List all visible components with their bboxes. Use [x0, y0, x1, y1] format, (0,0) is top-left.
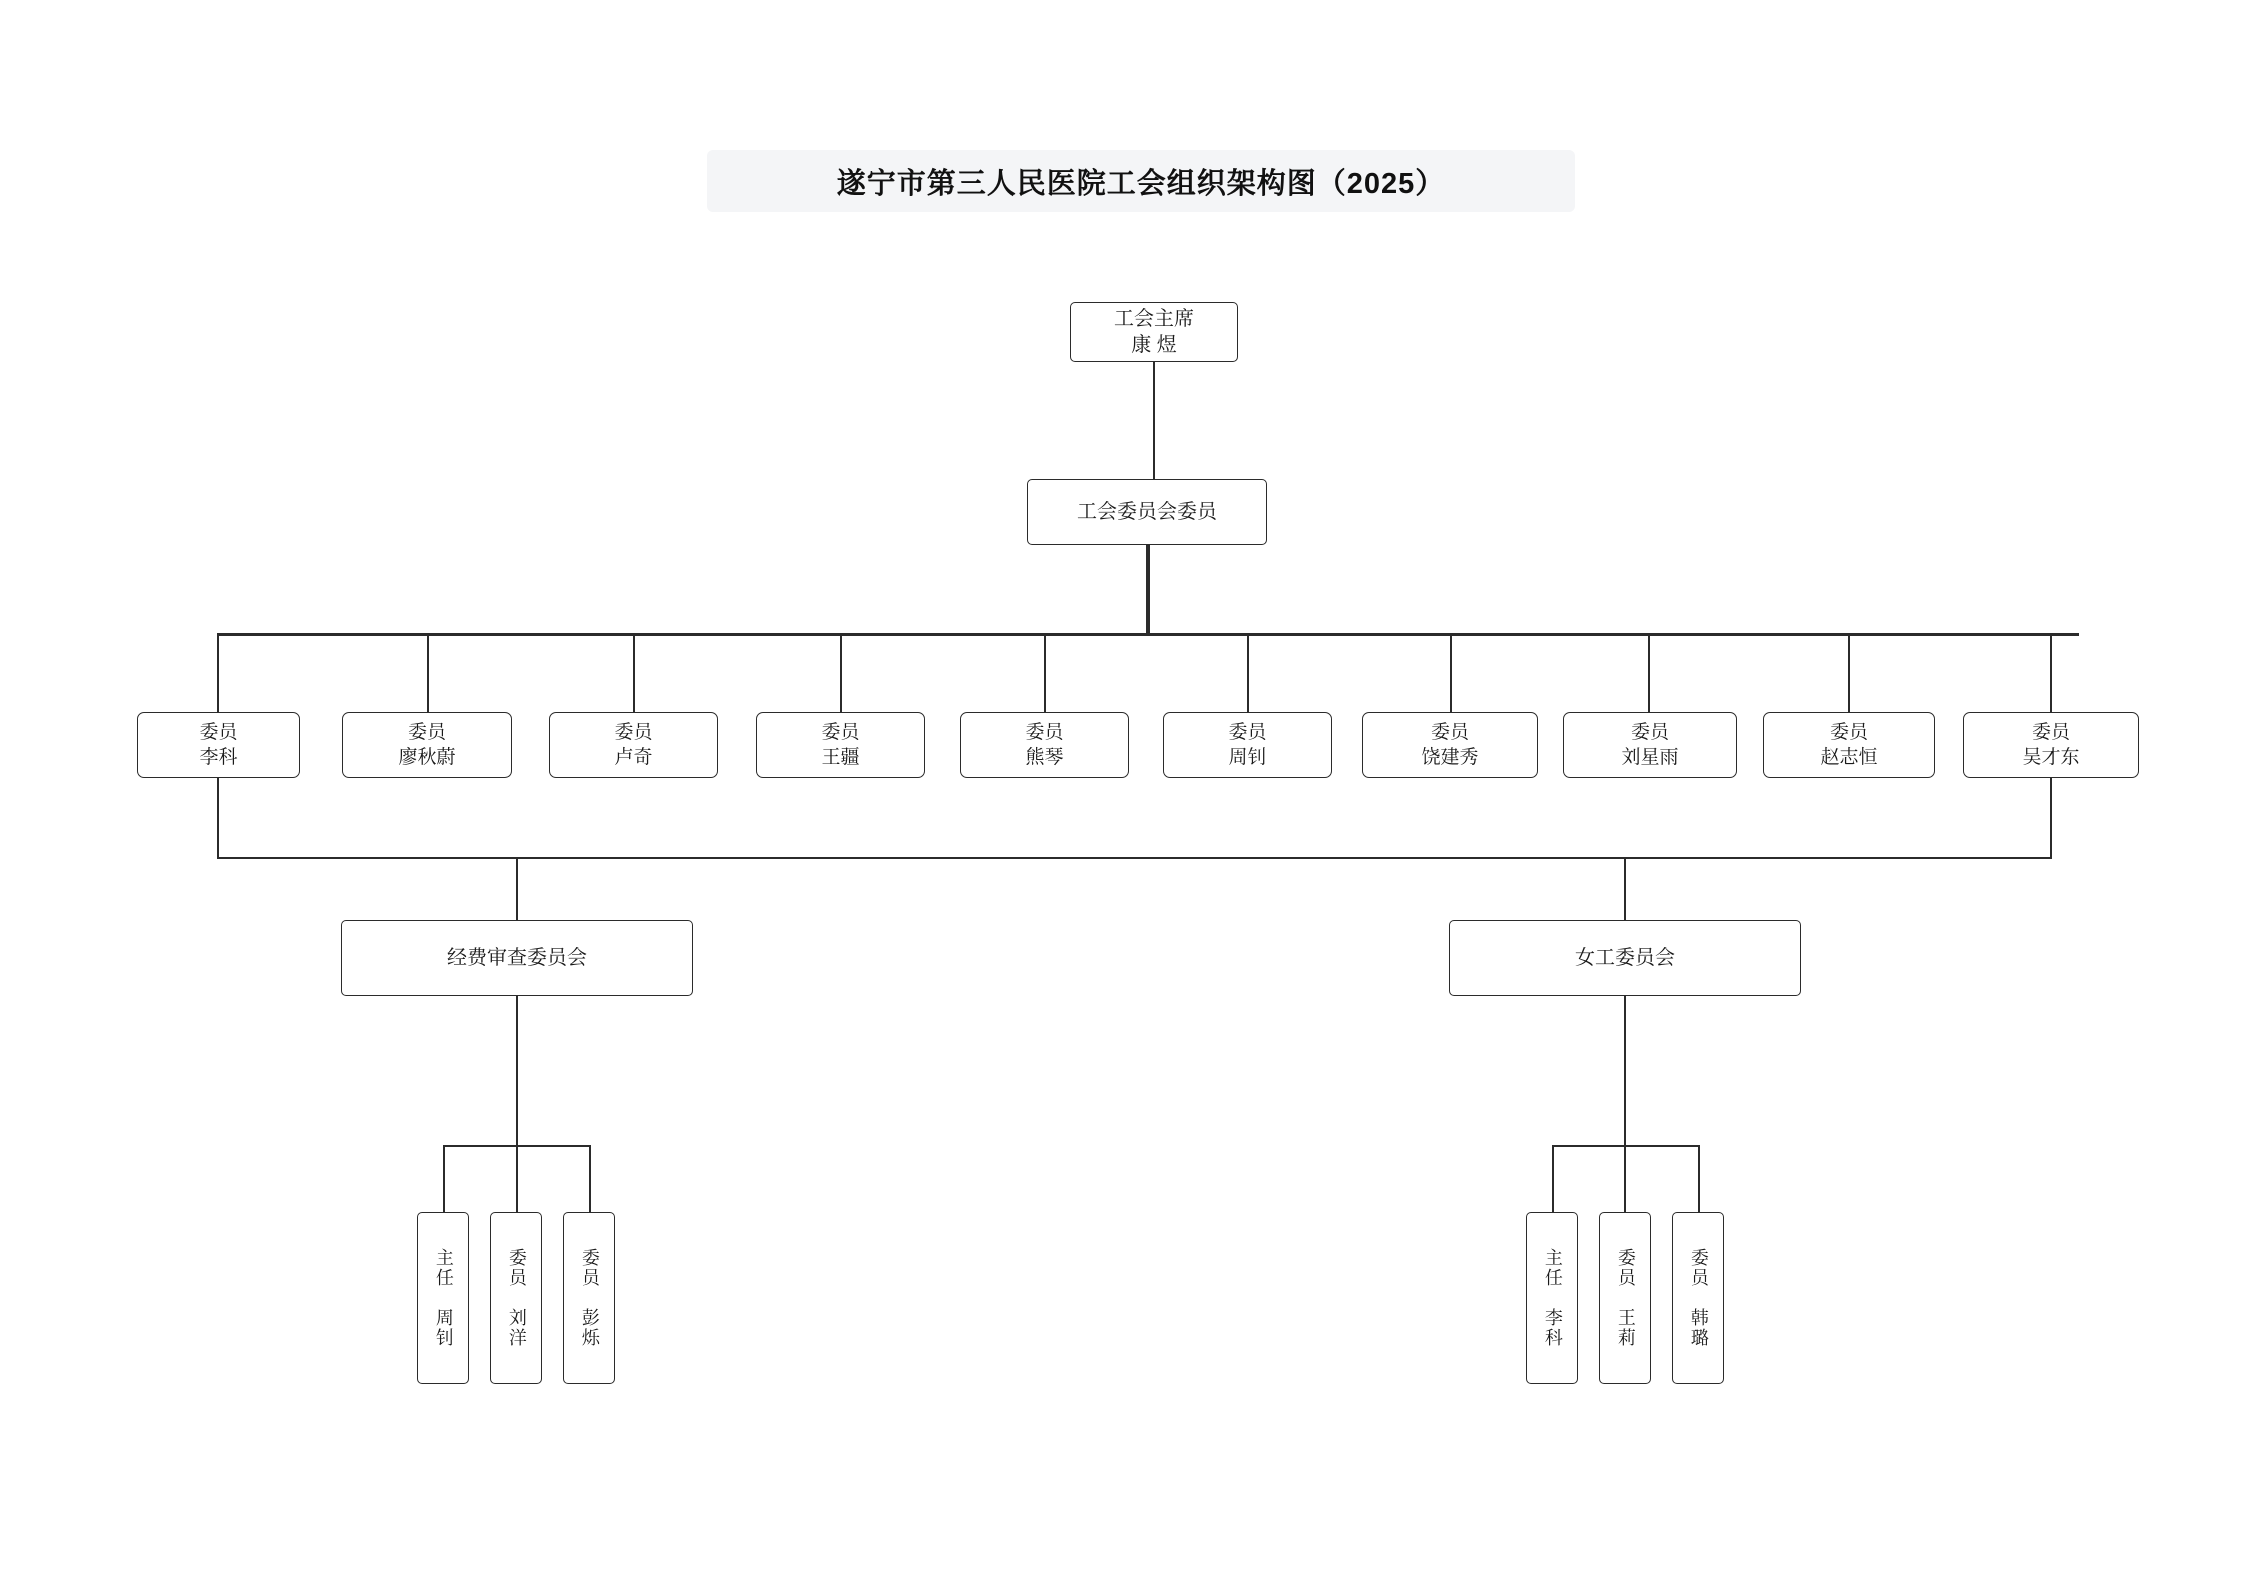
member-name: 王疆	[821, 747, 860, 768]
women-member-text: 主任 李科	[1542, 1248, 1563, 1348]
connector-drop-member-5	[1044, 633, 1046, 712]
connector-women-drop-2	[1624, 1145, 1626, 1212]
connector-drop-member-6	[1247, 633, 1249, 712]
member-name: 李科	[199, 747, 238, 768]
member-name: 吴才东	[2022, 747, 2080, 768]
node-fund-member-3[interactable]	[563, 1212, 615, 1384]
member-role: 委员	[199, 721, 238, 743]
connector-member10-down	[2050, 778, 2052, 858]
node-women-member-2[interactable]	[1599, 1212, 1651, 1384]
member-role: 委员	[1829, 721, 1868, 743]
node-member-9[interactable]	[1763, 712, 1935, 778]
member-name: 熊琴	[1025, 747, 1064, 768]
node-member-5[interactable]	[960, 712, 1129, 778]
node-member-6[interactable]	[1163, 712, 1332, 778]
connector-fund-drop-1	[443, 1145, 445, 1212]
chair-name: 康 煜	[1131, 334, 1177, 356]
member-name: 饶建秀	[1421, 747, 1479, 768]
connector-drop-member-10	[2050, 633, 2052, 712]
connector-drop-member-8	[1648, 633, 1650, 712]
fund-committee-label: 经费审查委员会	[447, 946, 587, 969]
women-member-text: 委员 韩璐	[1688, 1248, 1709, 1348]
node-chair[interactable]	[1070, 302, 1238, 362]
member-role: 委员	[614, 721, 653, 743]
node-women-member-3[interactable]	[1672, 1212, 1724, 1384]
connector-drop-member-7	[1450, 633, 1452, 712]
committee-label: 工会委员会委员	[1077, 500, 1217, 523]
member-role: 委员	[2031, 721, 2070, 743]
node-member-10[interactable]	[1963, 712, 2139, 778]
women-committee-label: 女工委员会	[1575, 946, 1675, 969]
connector-subcommittee-bus	[217, 857, 2052, 859]
node-committee[interactable]	[1027, 479, 1267, 545]
connector-fund-drop-3	[589, 1145, 591, 1212]
connector-women-drop-1	[1552, 1145, 1554, 1212]
member-name: 廖秋蔚	[398, 747, 456, 768]
fund-member-text: 主任 周钊	[433, 1248, 454, 1348]
member-role: 委员	[407, 721, 446, 743]
connector-drop-member-3	[633, 633, 635, 712]
connector-committee-bus	[1146, 545, 1150, 635]
connector-drop-women	[1624, 857, 1626, 920]
node-member-8[interactable]	[1563, 712, 1737, 778]
node-member-7[interactable]	[1362, 712, 1538, 778]
chair-role: 工会主席	[1114, 307, 1194, 330]
member-role: 委员	[1228, 721, 1267, 743]
connector-drop-member-9	[1848, 633, 1850, 712]
connector-women-stem	[1624, 996, 1626, 1146]
member-role: 委员	[1630, 721, 1669, 743]
node-fund-member-1[interactable]	[417, 1212, 469, 1384]
member-role: 委员	[1430, 721, 1469, 743]
fund-member-text: 委员 刘洋	[506, 1248, 527, 1348]
node-member-4[interactable]	[756, 712, 925, 778]
connector-members-bus	[217, 633, 2079, 636]
connector-drop-fund	[516, 857, 518, 920]
connector-chair-committee	[1153, 362, 1155, 479]
member-role: 委员	[821, 721, 860, 743]
node-fund-committee[interactable]	[341, 920, 693, 996]
connector-women-drop-3	[1698, 1145, 1700, 1212]
member-name: 周钊	[1228, 747, 1267, 768]
node-member-1[interactable]	[137, 712, 300, 778]
page-title	[707, 150, 1575, 212]
page-title-text: 遂宁市第三人民医院工会组织架构图（2025）	[836, 167, 1446, 200]
fund-member-text: 委员 彭烁	[579, 1248, 600, 1348]
connector-drop-member-4	[840, 633, 842, 712]
member-name: 赵志恒	[1820, 747, 1878, 768]
connector-member1-down	[217, 778, 219, 858]
node-women-committee[interactable]	[1449, 920, 1801, 996]
node-member-2[interactable]	[342, 712, 512, 778]
connector-drop-member-2	[427, 633, 429, 712]
node-fund-member-2[interactable]	[490, 1212, 542, 1384]
member-role: 委员	[1025, 721, 1064, 743]
connector-fund-drop-2	[516, 1145, 518, 1212]
connector-fund-stem	[516, 996, 518, 1146]
women-member-text: 委员 王莉	[1615, 1248, 1636, 1348]
node-women-member-1[interactable]	[1526, 1212, 1578, 1384]
node-member-3[interactable]	[549, 712, 718, 778]
member-name: 卢奇	[614, 747, 653, 768]
connector-drop-member-1	[217, 633, 219, 712]
member-name: 刘星雨	[1621, 747, 1679, 768]
